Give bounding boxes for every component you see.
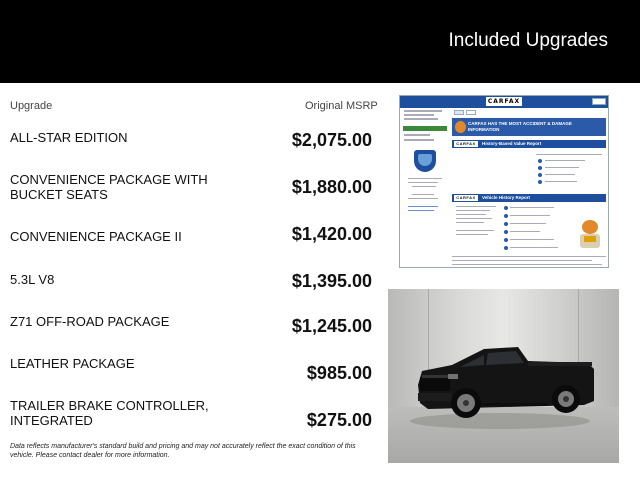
upgrade-price: $275.00: [306, 410, 372, 430]
upgrade-price: $1,420.00: [291, 224, 372, 244]
upgrade-name: LEATHER PACKAGE: [10, 356, 135, 371]
carfax-value-bar: CARFAX History-Based Value Report: [452, 140, 606, 148]
upgrade-name: 5.3L V8: [10, 272, 55, 287]
upgrade-name: CONVENIENCE PACKAGE II: [10, 229, 182, 244]
upgrade-name: TRAILER BRAKE CONTROLLER, INTEGRATED: [10, 398, 209, 428]
page-title: Included Upgrades: [448, 30, 608, 51]
upgrade-price: $2,075.00: [291, 130, 372, 150]
header-bar: [0, 0, 640, 83]
carfax-logo: CARFAX: [487, 98, 521, 105]
upgrade-price: $1,245.00: [291, 316, 372, 336]
carfax-shield-icon: [414, 150, 436, 172]
carfax-topbar: [400, 96, 609, 108]
carfax-fox-icon: [455, 121, 466, 133]
upgrade-column-header: Upgrade: [10, 100, 53, 112]
carfax-fox-mascot-icon: [578, 220, 602, 254]
carfax-sidebar: [402, 110, 447, 260]
upgrade-name: ALL-STAR EDITION: [10, 130, 128, 145]
carfax-banner: CARFAX HAS THE MOST ACCIDENT & DAMAGE INFORMATION: [452, 118, 606, 136]
carfax-menu-icon: [592, 98, 606, 105]
pickup-truck-icon: [388, 289, 619, 463]
upgrade-price: $1,395.00: [291, 271, 372, 291]
upgrade-name: Z71 OFF-ROAD PACKAGE: [10, 314, 170, 329]
upgrade-name: CONVENIENCE PACKAGE WITH BUCKET SEATS: [10, 172, 208, 202]
carfax-history-bar: CARFAX Vehicle History Report: [452, 194, 606, 202]
upgrade-price: $985.00: [306, 363, 372, 383]
carfax-report-thumbnail[interactable]: [399, 95, 609, 268]
disclaimer: Data reflects manufacturer's standard build and pricing and may not accurately reflect the exact condition of this vehicle. Please contact dealer for more information.: [10, 443, 356, 459]
upgrade-price: $1,880.00: [291, 177, 372, 197]
msrp-column-header: Original MSRP: [305, 100, 378, 112]
vehicle-photo[interactable]: [388, 289, 619, 463]
